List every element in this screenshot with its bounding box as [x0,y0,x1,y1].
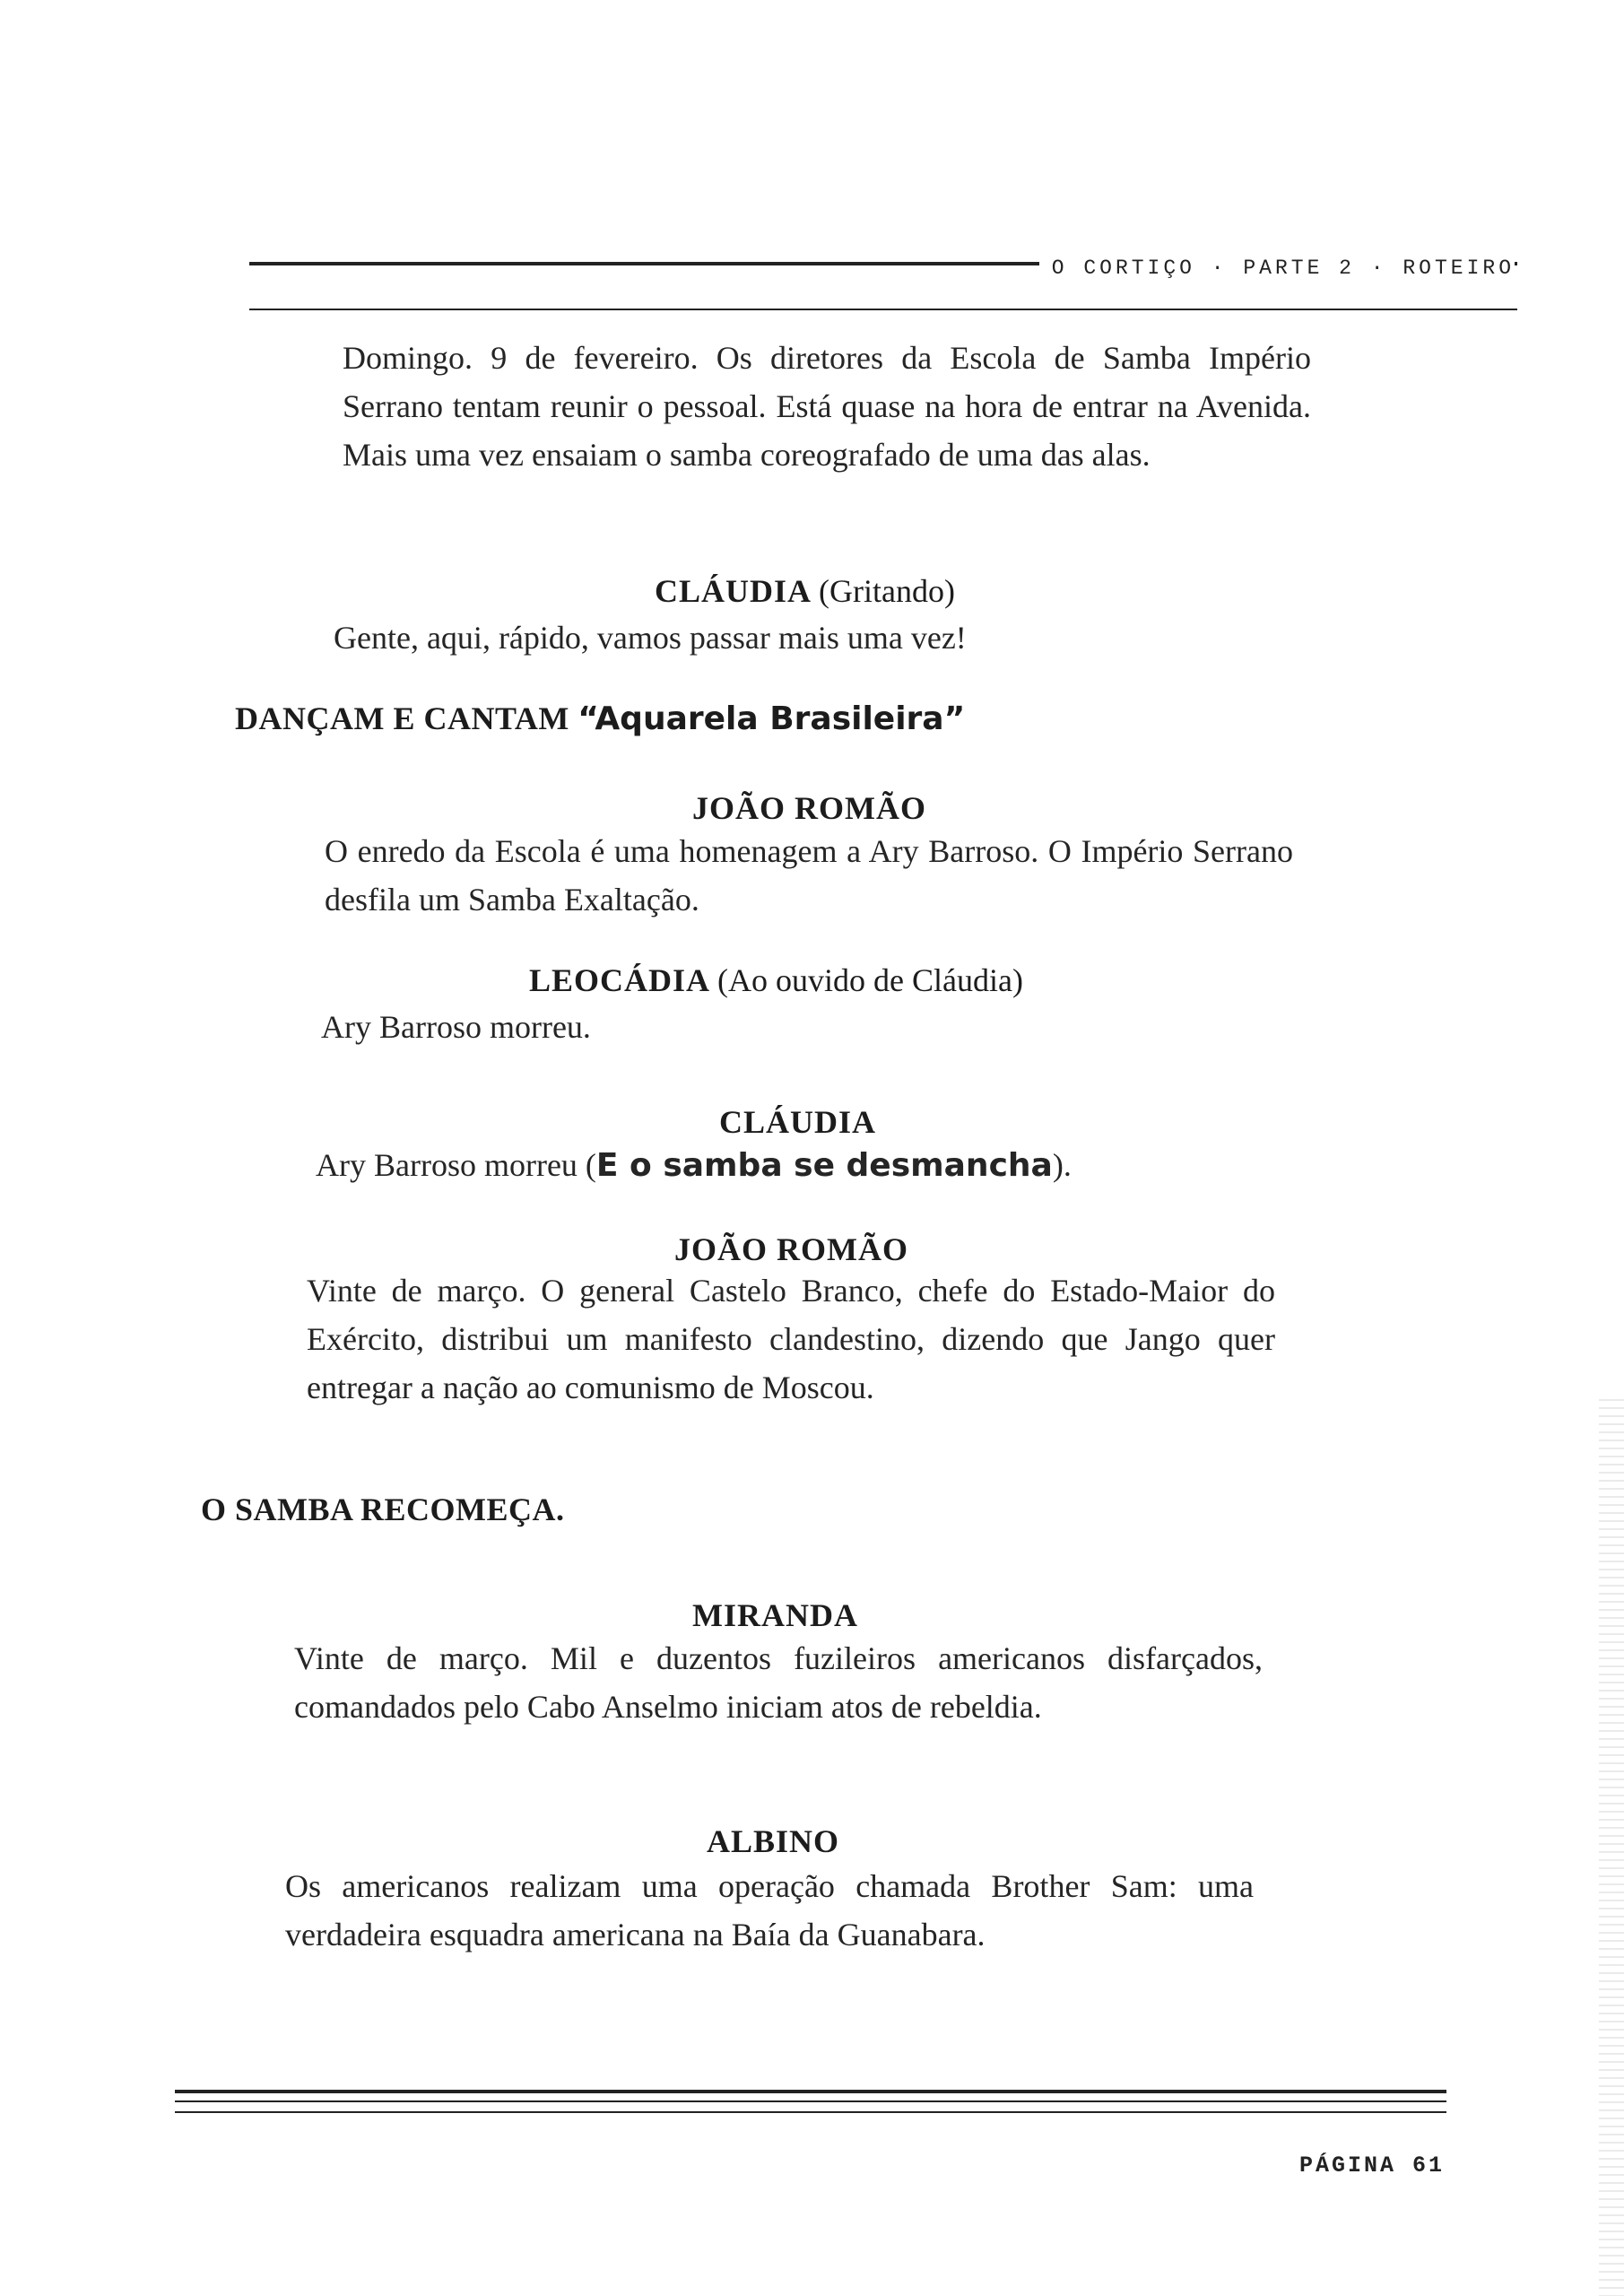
action-prefix: DANÇAM E CANTAM [235,700,569,736]
action-line [235,700,965,737]
stage-direction: (Gritando) [819,573,955,609]
footer-rule-top [175,2090,1446,2093]
stage-direction: (Ao ouvido de Cláudia) [717,962,1023,998]
dialogue-miranda: Vinte de março. Mil e duzentos fuzileiros americanos disfarçados, comandados pelo Cabo Anselmo iniciam atos de rebeldia. [294,1640,1263,1725]
speaker-claudia [719,1103,876,1141]
speaker-name: CLÁUDIA [719,1104,877,1140]
dialogue-joao-romao: Vinte de março. O general Castelo Branco, chefe do Estado-Maior do Exército, distribui um manifesto clandestino, dizendo que Jango quer entregar a nação ao comunismo de Moscou. [307,1273,1275,1405]
speaker-claudia [655,572,955,610]
dialogue-claudia [316,1141,1302,1190]
speaker-name: ALBINO [707,1823,840,1859]
dialogue-leocadia: Ary Barroso morreu. [321,1009,591,1045]
song-title: “Aquarela Brasileira” [578,700,966,737]
header-rule-bottom [249,309,1517,310]
speaker-miranda [692,1596,858,1634]
speaker-name: JOÃO ROMÃO [674,1231,908,1267]
speaker-leocadia [529,961,1023,999]
speaker-name: MIRANDA [692,1597,858,1633]
dialogue-claudia: Gente, aqui, rápido, vamos passar mais uma vez! [334,620,967,656]
dialogue-text-end: ). [1052,1147,1072,1183]
dialogue-albino: Os americanos realizam uma operação chamada Brother Sam: uma verdadeira esquadra americana na Baía da Guanabara. [285,1868,1254,1952]
stage-direction-inline: E o samba se desmancha [595,1147,1053,1184]
dialogue-joao-romao: O enredo da Escola é uma homenagem a Ary Barroso. O Império Serrano desfila um Samba Exaltação. [325,833,1293,918]
action-line: O SAMBA RECOMEÇA. [201,1492,565,1527]
page-number: PÁGINA 61 [1298,2152,1445,2179]
speaker-name: CLÁUDIA [655,573,811,609]
speaker-name: JOÃO ROMÃO [692,790,926,826]
footer-rule-bottom [175,2111,1446,2113]
dialogue-text: Ary Barroso morreu ( [316,1147,596,1183]
scene-description: Domingo. 9 de fevereiro. Os diretores da Escola de Samba Império Serrano tentam reunir o pessoal. Está quase na hora de entrar na Avenida. Mais uma vez ensaiam o samba coreografado de uma das alas. [343,340,1311,473]
speaker-joao-romao [674,1231,908,1268]
speaker-albino [707,1822,839,1860]
speaker-name: LEOCÁDIA [529,962,709,998]
scan-edge-artifact [1599,1399,1624,2296]
running-head: O CORTIÇO · PARTE 2 · ROTEIRO [1039,257,1515,280]
speaker-joao-romao [692,789,926,827]
footer-rule-middle [175,2100,1446,2102]
